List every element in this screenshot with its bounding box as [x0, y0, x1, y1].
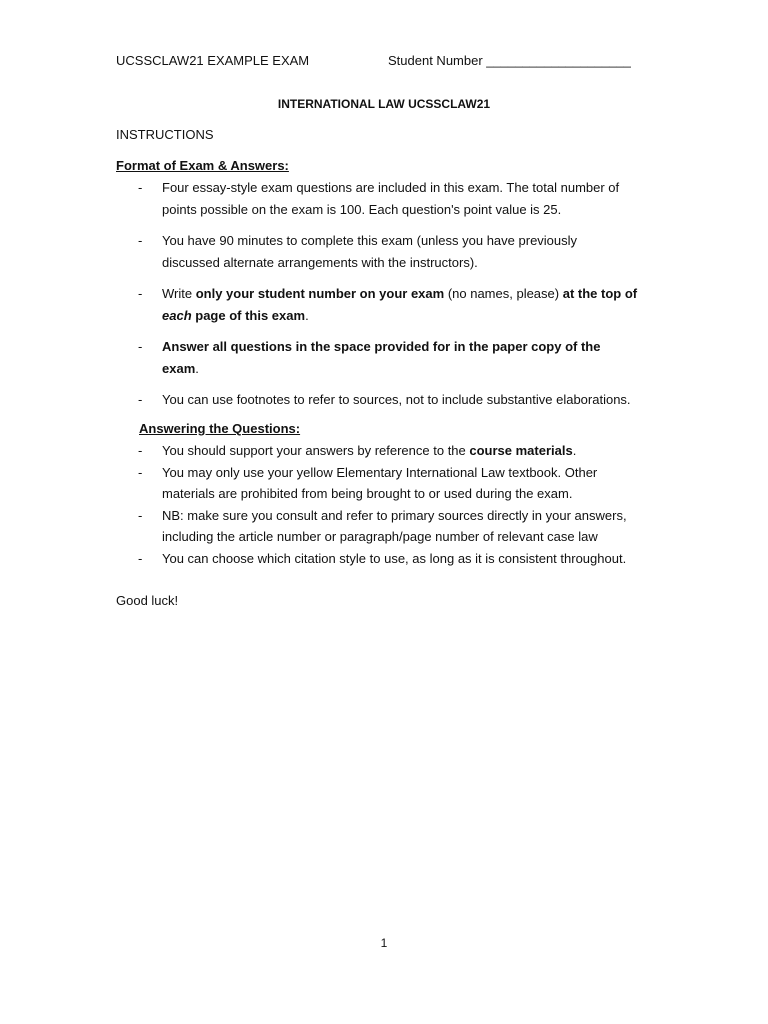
- item-text-bold-italic: each: [162, 307, 192, 323]
- list-item: [138, 283, 638, 326]
- bullet-dash: -: [138, 339, 143, 354]
- item-text: You have 90 minutes to complete this exam (unless you have previously discussed alternate arrangements with the instructors).: [162, 233, 578, 270]
- format-heading: Format of Exam & Answers:: [116, 158, 289, 173]
- answering-list: [138, 440, 638, 569]
- instructions-label: INSTRUCTIONS: [116, 127, 214, 142]
- closing-text: Good luck!: [116, 593, 179, 608]
- item-text: You can choose which citation style to use, as long as it is consistent throughout.: [162, 550, 627, 566]
- bullet-dash: -: [138, 507, 143, 523]
- item-text-bold: page of this exam: [191, 307, 306, 323]
- item-text: Four essay-style exam questions are included in this exam. The total number of points possible on the exam is 100. Each question's point value is 25.: [162, 180, 620, 217]
- item-text: You should support your answers by reference to the: [162, 443, 470, 458]
- answering-heading: Answering the Questions:: [139, 421, 301, 436]
- bullet-dash: -: [138, 464, 143, 480]
- item-text-bold: course materials: [469, 443, 573, 458]
- bullet-dash: -: [138, 443, 143, 458]
- bullet-dash: -: [138, 392, 143, 407]
- bullet-dash: -: [138, 286, 143, 301]
- item-text: .: [195, 360, 199, 376]
- page-number: 1: [380, 936, 388, 950]
- bullet-dash: -: [138, 550, 143, 566]
- list-item: [138, 548, 638, 570]
- list-item: [138, 462, 638, 505]
- list-item: [138, 505, 638, 548]
- bullet-dash: -: [138, 180, 143, 195]
- list-item: [138, 230, 638, 273]
- item-text-bold: Answer all questions in the space provided for in the paper copy of the exam: [162, 339, 601, 376]
- item-text: (no names, please): [444, 286, 563, 301]
- item-text-bold: at the top of: [562, 286, 638, 301]
- bullet-dash: -: [138, 233, 143, 248]
- list-item: [138, 336, 638, 379]
- format-list: [138, 177, 638, 421]
- item-text: NB: make sure you consult and refer to primary sources directly in your answers, including the article number or paragraph/page number of relevant case law: [162, 507, 627, 544]
- list-item: [138, 177, 638, 220]
- list-item: [138, 440, 638, 462]
- item-text: You may only use your yellow Elementary International Law textbook. Other materials are prohibited from being brought to or used during the exam.: [162, 464, 598, 501]
- item-text: You can use footnotes to refer to sources, not to include substantive elaborations.: [162, 392, 631, 407]
- student-number-field: Student Number ____________________: [388, 53, 631, 68]
- exam-header-left: UCSSCLAW21 EXAMPLE EXAM: [116, 53, 310, 68]
- item-text: Write: [162, 286, 196, 301]
- item-text: .: [572, 443, 577, 458]
- item-text-bold: only your student number on your exam: [195, 286, 445, 301]
- exam-title: INTERNATIONAL LAW UCSSCLAW21: [277, 97, 491, 111]
- item-text: .: [305, 307, 309, 323]
- list-item: [138, 389, 638, 411]
